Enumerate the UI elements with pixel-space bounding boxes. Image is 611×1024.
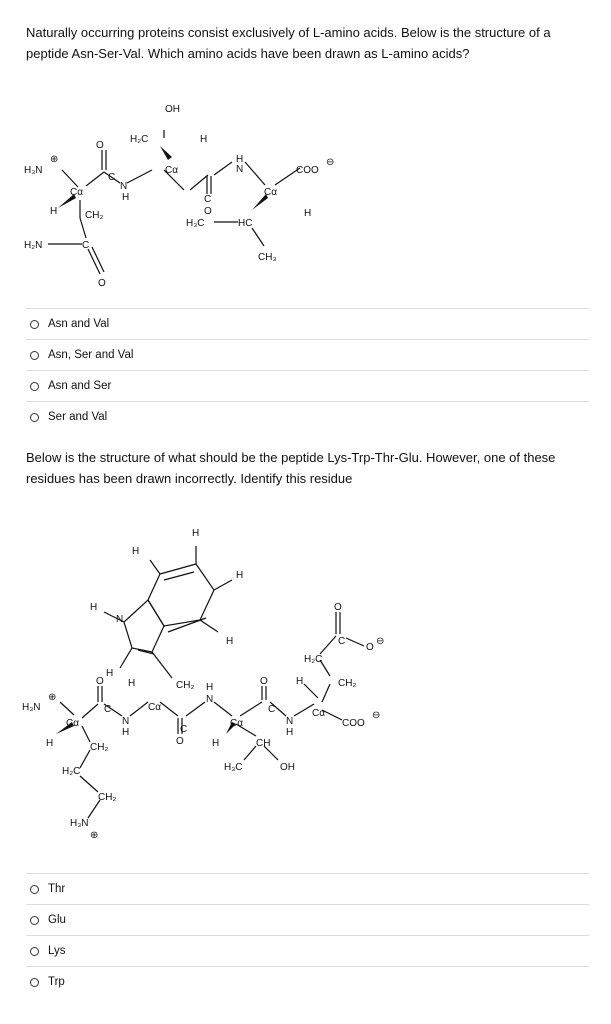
bond	[82, 726, 90, 742]
option-asn-ser-and-val[interactable]	[26, 339, 589, 370]
h-label: H	[132, 546, 140, 557]
question-1-options	[26, 308, 589, 432]
plus-charge: ⊕	[48, 692, 57, 703]
h3n-label: H₃N	[22, 702, 41, 713]
n-label: N	[236, 164, 244, 175]
bond	[240, 702, 262, 716]
oh-label: OH	[165, 104, 180, 115]
c-label: C	[82, 240, 90, 251]
bond	[252, 228, 264, 246]
ca-label: Cα	[230, 718, 244, 729]
ch2-label: CH₂	[90, 742, 109, 753]
option-label: Asn and Ser	[48, 380, 112, 392]
bond	[245, 162, 265, 185]
ca-label: Cα	[148, 702, 162, 713]
o-label: O	[366, 642, 374, 653]
minus-charge: ⊖	[326, 157, 335, 168]
n-label: N	[120, 181, 128, 192]
c-label: C	[108, 172, 116, 183]
bond	[127, 170, 152, 183]
radio-button[interactable]	[30, 885, 39, 894]
option-thr[interactable]	[26, 873, 589, 904]
radio-button[interactable]	[30, 413, 39, 422]
n-label: N	[286, 716, 294, 727]
bond	[62, 170, 78, 187]
h-label: H	[122, 192, 130, 203]
bond	[214, 580, 232, 590]
bond	[186, 702, 205, 716]
ch3-label: CH₃	[258, 252, 277, 263]
c-label: C	[204, 194, 212, 205]
h-label: H	[122, 727, 130, 738]
bond	[86, 172, 104, 186]
ca-label: Cα	[165, 165, 179, 176]
option-label: Lys	[48, 945, 66, 957]
h-label: H	[128, 678, 136, 689]
n-label: N	[122, 716, 130, 727]
option-label: Trp	[48, 976, 65, 988]
oh-label: OH	[280, 762, 295, 773]
question-2-text: Below is the structure of what should be the peptide Lys-Trp-Thr-Glu. However, one of these residues has been drawn incorrectly. Identify this residue	[26, 450, 556, 486]
c-label: C	[268, 704, 276, 715]
option-glu[interactable]	[26, 904, 589, 935]
option-asn-and-ser[interactable]	[26, 370, 589, 401]
h-label: H	[304, 208, 312, 219]
bond	[244, 746, 256, 760]
h-label: H	[286, 727, 294, 738]
radio-button[interactable]	[30, 978, 39, 987]
bond	[80, 776, 98, 792]
bond	[294, 704, 314, 716]
h-label: H	[236, 154, 244, 165]
plus-charge: ⊕	[90, 830, 99, 841]
c-label: C	[338, 636, 346, 647]
ch2-label: CH₂	[338, 678, 357, 689]
radio-button[interactable]	[30, 382, 39, 391]
h-label: H	[212, 738, 220, 749]
h-label: H	[200, 134, 208, 145]
h3c-label: H₃C	[224, 762, 243, 773]
wedge-bond	[160, 146, 172, 160]
option-asn-and-val[interactable]	[26, 308, 589, 339]
c-label: C	[180, 724, 188, 735]
option-label: Glu	[48, 914, 66, 926]
question-2-options	[26, 873, 589, 997]
lys-trp-thr-glu-structure	[0, 520, 611, 850]
ch2-label: CH₂	[176, 680, 195, 691]
option-lys[interactable]	[26, 935, 589, 966]
bond	[164, 572, 194, 580]
option-label: Thr	[48, 883, 66, 895]
bond	[88, 249, 100, 274]
hc-label: HC	[238, 218, 253, 229]
bond	[80, 750, 90, 768]
bond	[214, 702, 232, 716]
radio-button[interactable]	[30, 947, 39, 956]
ch2-label: CH₂	[98, 792, 117, 803]
h-label: H	[90, 602, 98, 613]
h2c-label: H₂C	[130, 134, 149, 145]
h-label: H	[106, 668, 114, 679]
radio-button[interactable]	[30, 916, 39, 925]
bond	[80, 218, 86, 238]
pyrrole-ring	[124, 600, 164, 652]
option-label: Asn and Val	[48, 318, 110, 330]
h2c-label: H₂C	[304, 654, 323, 665]
plus-charge: ⊕	[50, 154, 59, 165]
option-label: Asn, Ser and Val	[48, 349, 134, 361]
bond	[82, 704, 98, 718]
bond	[92, 247, 104, 272]
h-label: H	[50, 206, 58, 217]
bond	[346, 638, 364, 646]
option-ser-and-val[interactable]	[26, 401, 589, 432]
ca-label: Cα	[70, 187, 84, 198]
h3c-label: H₃C	[186, 218, 205, 229]
radio-button[interactable]	[30, 351, 39, 360]
coo-label: COO	[296, 165, 319, 176]
h3n-label: H₃N	[70, 818, 89, 829]
o-label: O	[96, 676, 104, 687]
question-1-text: Naturally occurring proteins consist exclusively of L-amino acids. Below is the structure of a peptide Asn-Ser-Val. Which amino acids have been drawn as L-amino acids?	[26, 25, 551, 61]
h-label: H	[296, 676, 304, 687]
h-label: H	[226, 636, 234, 647]
bond	[214, 162, 232, 175]
minus-charge: ⊖	[376, 636, 385, 647]
radio-button[interactable]	[30, 320, 39, 329]
bond	[322, 684, 330, 702]
bond	[150, 560, 160, 574]
coo-label: COO	[342, 718, 365, 729]
bond	[320, 636, 336, 654]
h-label: H	[46, 738, 54, 749]
minus-charge: ⊖	[372, 710, 381, 721]
ca-label: Cα	[264, 187, 278, 198]
n-label: N	[116, 614, 124, 625]
h-label: H	[236, 570, 244, 581]
h3n-label: H₃N	[24, 165, 43, 176]
option-label: Ser and Val	[48, 411, 108, 423]
bond	[60, 702, 74, 715]
ch2-label: CH₂	[85, 210, 104, 221]
o-label: O	[176, 736, 184, 747]
bond	[120, 648, 132, 668]
bond	[200, 620, 218, 632]
o-label: O	[260, 676, 268, 687]
bond	[130, 702, 148, 716]
h-label: H	[206, 682, 214, 693]
o-label: O	[96, 140, 104, 151]
o-label: O	[98, 278, 106, 289]
bond	[160, 702, 178, 716]
ch-label: CH	[256, 738, 271, 749]
n-label: N	[206, 694, 214, 705]
h2n-label: H₂N	[24, 240, 43, 251]
ca-label: Cα	[66, 718, 80, 729]
ca-label: Cα	[312, 708, 326, 719]
bond	[152, 652, 172, 678]
asn-ser-val-structure	[0, 90, 611, 300]
option-trp[interactable]	[26, 966, 589, 997]
bond	[304, 684, 318, 698]
o-label: O	[204, 206, 212, 217]
o-label: O	[334, 602, 342, 613]
h2c-label: H₂C	[62, 766, 81, 777]
c-label: C	[104, 704, 112, 715]
h-label: H	[192, 528, 200, 539]
bond	[190, 175, 208, 190]
